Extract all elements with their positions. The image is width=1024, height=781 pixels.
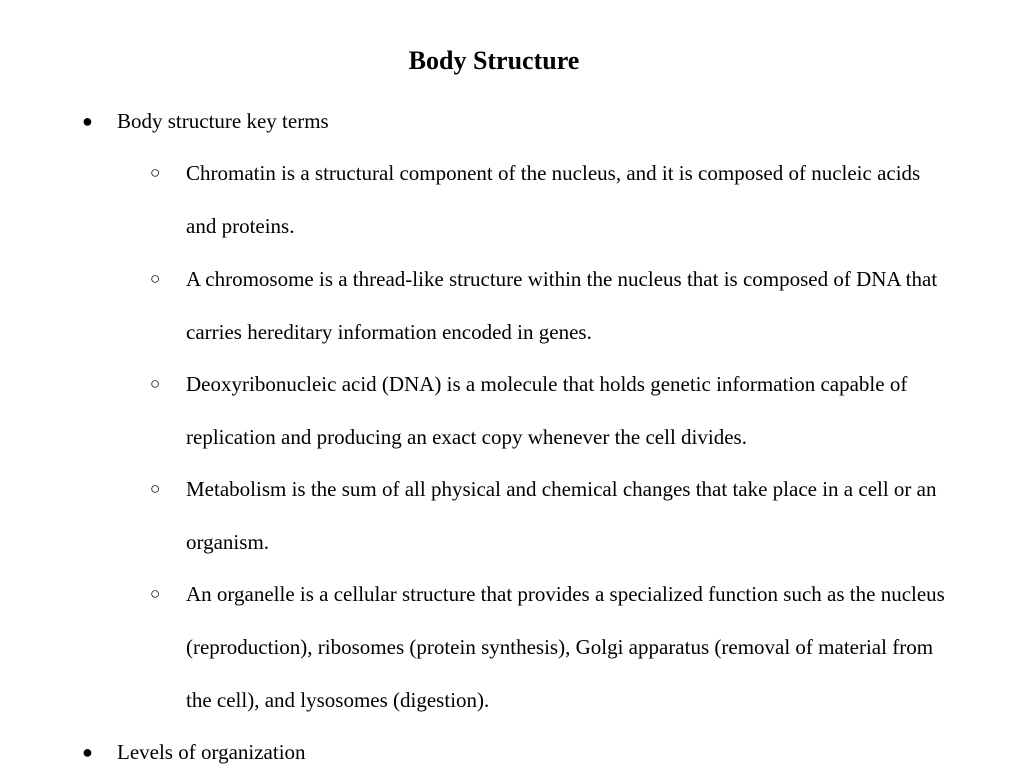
list-item-text: An organelle is a cellular structure that provides a specialized function such as the nucleus (reproduction), ribosomes (protein synthesis), Golgi apparatus (removal of material from the cell), and lysosomes (digestion). [186,582,945,712]
list-item-text: Metabolism is the sum of all physical and chemical changes that take place in a cell or an organism. [186,477,937,554]
document-title: Body Structure [408,46,580,75]
hollow-bullet-icon: ○ [150,374,161,393]
hollow-bullet-icon: ○ [150,269,161,288]
hollow-bullet-icon: ○ [150,479,161,498]
section-heading: Levels of organization [117,740,306,764]
section-heading: Body structure key terms [117,109,329,133]
hollow-bullet-icon: ○ [150,163,161,182]
list-item-text: A chromosome is a thread-like structure within the nucleus that is composed of DNA that carries hereditary information encoded in genes. [186,267,938,344]
list-item-text: Chromatin is a structural component of the nucleus, and it is composed of nucleic acids and proteins. [186,161,921,238]
filled-bullet-icon: ● [82,742,93,762]
filled-bullet-icon: ● [82,111,93,131]
list-item-text: Deoxyribonucleic acid (DNA) is a molecule that holds genetic information capable of replication and producing an exact copy whenever the cell divides. [186,372,908,449]
hollow-bullet-icon: ○ [150,584,161,603]
